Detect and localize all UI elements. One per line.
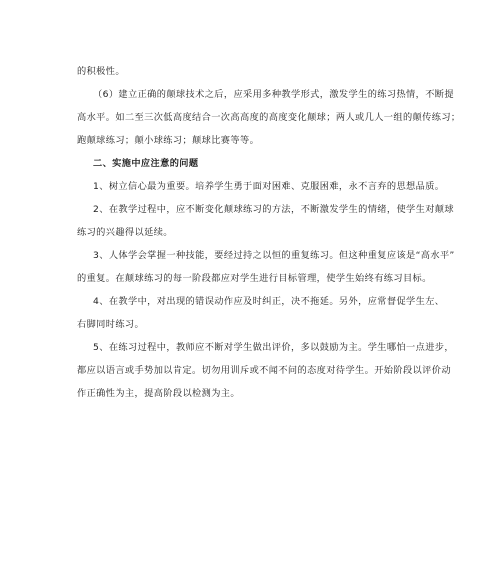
paragraph-line: 2、在教学过程中，应不断变化颠球练习的方法，不断激发学生的情绪，使学生对颠球 <box>93 204 454 215</box>
section-heading: 二、实施中应注意的问题 <box>93 158 199 169</box>
paragraph-line: 4、在教学中，对出现的错误动作应及时纠正，决不拖延。另外，应常督促学生左、 <box>93 296 445 307</box>
paragraph-line: 3、人体学会掌握一种技能，要经过持之以恒的重复练习。但这种重复应该是“高水平” <box>93 250 455 261</box>
paragraph-line: 练习的兴趣得以延续。 <box>77 227 173 238</box>
paragraph-line: 高水平。如二至三次低高度结合一次高高度的高度变化颠球；两人或几人一组的颠传练习； <box>77 112 461 123</box>
paragraph-line: 5、在练习过程中，教师应不断对学生做出评价，多以鼓励为主。学生哪怕一点进步， <box>93 342 454 353</box>
paragraph-line: 跑颠球练习；颠小球练习；颠球比赛等等。 <box>77 135 260 146</box>
paragraph-line: 的重复。在颠球练习的每一阶段都应对学生进行目标管理，使学生始终有练习目标。 <box>77 273 432 284</box>
paragraph-line: 1、树立信心最为重要。培养学生勇于面对困难、克服困难，永不言弃的思想品质。 <box>93 181 445 192</box>
paragraph-line: 右脚同时练习。 <box>77 319 145 330</box>
paragraph-line: 作正确性为主，提高阶段以检测为主。 <box>77 388 240 399</box>
paragraph-line: （6）建立正确的颠球技术之后，应采用多种教学形式，激发学生的练习热情，不断提 <box>93 89 454 100</box>
paragraph-line: 的积极性。 <box>77 66 125 77</box>
paragraph-line: 都应以语言或手势加以肯定。切勿用训斥或不闻不问的态度对待学生。开始阶段以评价动 <box>77 365 451 376</box>
